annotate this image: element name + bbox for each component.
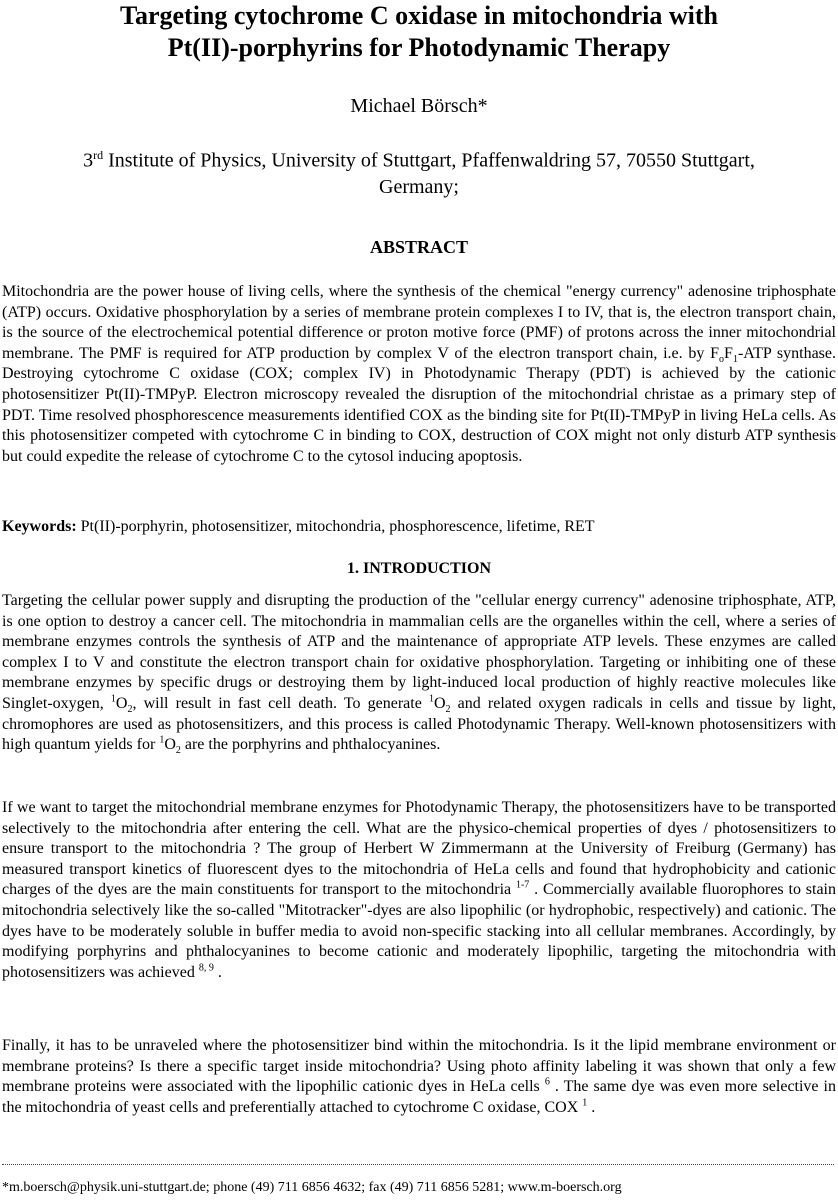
paper-title xyxy=(0,0,838,64)
affiliation-line-2: Germany; xyxy=(379,175,459,198)
footnote-contact: *m.boersch@physik.uni-stuttgart.de; phone (49) 711 6856 4632; fax (49) 711 6856 5281; www.m-boersch.org xyxy=(2,1180,622,1195)
footnote-divider xyxy=(2,1164,834,1165)
title-line-1: Targeting cytochrome C oxidase in mitochondria with xyxy=(120,1,718,30)
affiliation xyxy=(0,142,838,200)
abstract-text: Mitochondria are the power house of living cells, where the synthesis of the chemical "energy currency" adenosine triphosphate (ATP) occurs. Oxidative phosphorylation by a series of membrane protein complexes I to IV, that is, the electron transport chain, is the source of the electrochemical potential difference or proton motive force (PMF) of protons across the inner mitochondrial membrane. The PMF is required for ATP production by complex V of the electron transport chain, i.e. by $F_oF_1$-ATP synthase. Destroying cytochrome C oxidase (COX; complex IV) in Photodynamic Therapy (PDT) is achieved by the cationic photosensitizer Pt(II)-TMPyP. Electron microscopy revealed the disruption of the mitochondrial christae as a primary step of PDT. Time resolved phosphorescence measurements identified COX as the binding site for Pt(II)-TMPyP in living HeLa cells. As this photosensitizer competed with cytochrome C in binding to COX, destruction of COX might not only disturb ATP synthesis but could expedite the release of cytochrome C to the cytosol inducing apoptosis. xyxy=(2,283,836,465)
keywords-text: Pt(II)-porphyrin, photosensitizer, mitochondria, phosphorescence, lifetime, RET xyxy=(76,518,595,535)
intro-paragraph-3: Finally, it has to be unraveled where the photosensitizer bind within the mitochondria. Is it the lipid membrane environment or membrane proteins? Is there a specific target inside mitochondria? Using photo affinity labeling it was shown that only a few membrane proteins were associated with the lipophilic cationic dyes in HeLa cells $^6$ . The same dye was even more selective in the mitochondria of yeast cells and preferentially attached to cytochrome C oxidase, COX $^1$ . xyxy=(2,1037,837,1116)
author-name: Michael Börsch* xyxy=(350,95,488,117)
abstract-heading: ABSTRACT xyxy=(369,237,469,257)
affiliation-line-1: 3rd Institute of Physics, University of Stuttgart, Pfaffenwaldring 57, 70550 Stuttgart, xyxy=(83,148,755,172)
section-heading-introduction: 1. INTRODUCTION xyxy=(346,560,491,577)
keywords xyxy=(2,517,836,537)
intro-paragraph-2: If we want to target the mitochondrial membrane enzymes for Photodynamic Therapy, the photosensitizers have to be transported selectively to the mitochondria after entering the cell. What are the physico-chemical properties of dyes / photosensitizers to ensure transport to the mitochondria ? The group of Herbert W Zimmermann at the University of Freiburg (Germany) has measured transport kinetics of fluorescent dyes to the mitochondria of HeLa cells and found that hydrophobicity and cationic charges of the dyes are the main constituents for transport to the mitochondria $^{1-7}$ . Commercially available fluorophores to stain mitochondria selectively like the so-called "Mitotracker"-dyes are also lipophilic (or hydrophobic, respectively) and cationic. The dyes have to be moderately soluble in buffer media to avoid non-specific stacking into all cellular membranes. Accordingly, by modifying porphyrins and phthalocyanines to become cationic and moderately lipophilic, targeting the mitochondria with photosensitizers was achieved $^{8, 9}$ . xyxy=(2,799,836,981)
keywords-label: Keywords: xyxy=(2,518,77,535)
intro-paragraph-1: Targeting the cellular power supply and disrupting the production of the "cellular energy currency" adenosine triphosphate, ATP, is one option to destroy a cancer cell. The mitochondria in mammalian cells are the organelles within the cell, where a series of membrane enzymes controls the synthesis of ATP and the maintenance of appropriate ATP levels. These enzymes are called complex I to V and constitute the electron transport chain for oxidative phosphorylation. Targeting or inhibiting one of these membrane enzymes by specific drugs or destroying them by light-induced local production of highly reactive molecules like Singlet-oxygen, $^1O_2$, will result in fast cell death. To generate $^1O_2$ and related oxygen radicals in cells and tissue by light, chromophores are used as photosensitizers, and this process is called Photodynamic Therapy. Well-known photosensitizers with high quantum yields for $^1O_2$ are the porphyrins and phthalocyanines. xyxy=(2,592,837,757)
title-line-2: Pt(II)-porphyrins for Photodynamic Therapy xyxy=(167,33,671,62)
